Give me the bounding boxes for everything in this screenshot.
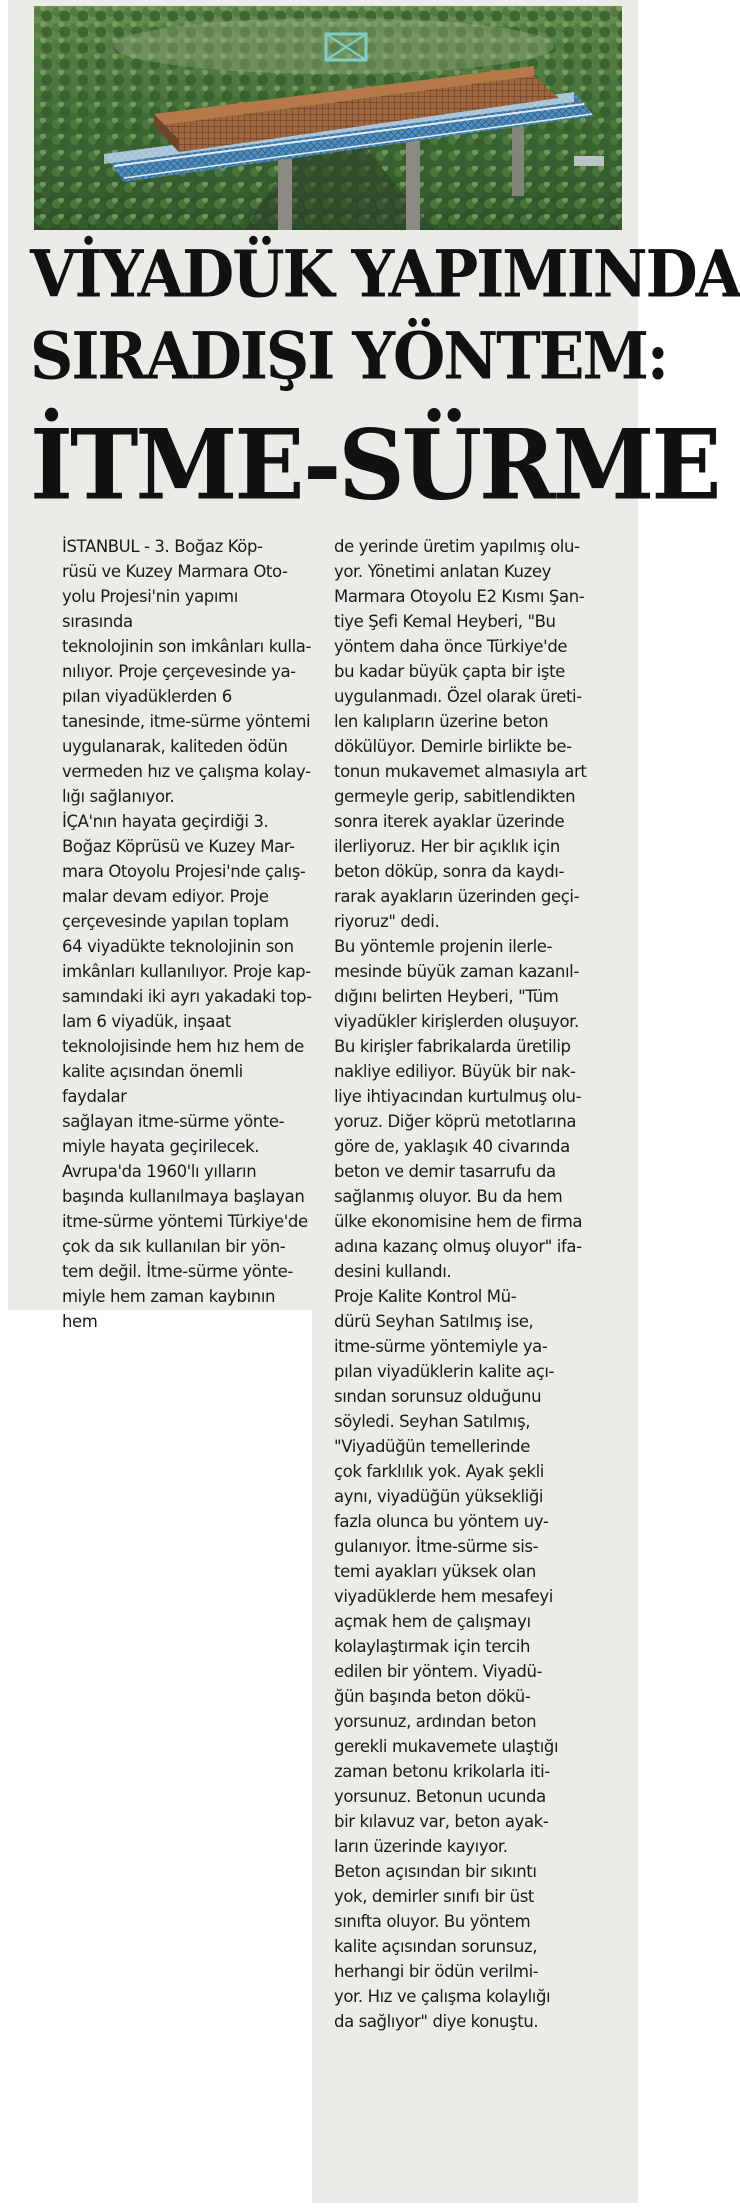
headline-line-1: VİYADÜK YAPIMINDA xyxy=(30,237,740,313)
article-right-column xyxy=(334,534,624,2034)
article-left-column xyxy=(62,534,312,1334)
viaduct-construction-photo xyxy=(34,6,622,230)
left-column-text: İSTANBUL - 3. Boğaz Köp- rüsü ve Kuzey Marmara Oto- yolu Projesi'nin yapımı sırasında teknolojinin son imkânları kulla- nılıyor. Proje çerçevesinde ya- pılan viyadüklerden 6 tanesinde, itme-sürme yöntemi uygulanarak, kaliteden ödün vermeden hız ve çalışma kolay- lığı sağlanıyor. İÇA'nın hayata geçirdiği 3. Boğaz Köprüsü ve Kuzey Mar- mara Otoyolu Projesi'nde çalış- malar devam ediyor. Proje çerçevesinde yapılan toplam 64 viyadükte teknolojinin son imkânları kullanılıyor. Proje kap- samındaki iki ayrı yakadaki top- lam 6 viyadük, inşaat teknolojisinde hem hız hem de kalite açısından önemli faydalar sağlayan itme-sürme yönte- miyle hayata geçirilecek. Avrupa'da 1960'lı yılların başında kullanılmaya başlayan itme-sürme yöntemi Türkiye'de çok da sık kullanılan bir yön- tem değil. İtme-sürme yönte- miyle hem zaman kaybının hem xyxy=(62,537,312,1331)
headline-line-2: SIRADIŞI YÖNTEM: xyxy=(30,319,668,395)
headline-line-3: İTME-SÜRME xyxy=(30,408,719,522)
right-column-text: de yerinde üretim yapılmış olu- yor. Yönetimi anlatan Kuzey Marmara Otoyolu E2 Kısmı Şan- tiye Şefi Kemal Heyberi, "Bu yöntem daha önce Türkiye'de bu kadar büyük çapta bir işte uygulanmadı. Özel olarak üreti- len kalıpların üzerine beton dökülüyor. Demirle birlikte be- tonun mukavemet almasıyla art germeyle gerip, sabitlendikten sonra iterek ayaklar üzerinde ilerliyoruz. Her bir açıklık için beton döküp, sonra da kaydı- rarak ayakların üzerinden geçi- riyoruz" dedi. Bu yöntemle projenin ilerle- mesinde büyük zaman kazanıl- dığını belirten Heyberi, "Tüm viyadükler kirişlerden oluşuyor. Bu kirişler fabrikalarda üretilip nakliye ediliyor. Büyük bir nak- liye ihtiyacından kurtulmuş olu- yoruz. Diğer köprü metotlarına göre de, yaklaşık 40 civarında beton ve demir tasarrufu da sağlanmış oluyor. Bu da hem ülke ekonomisine hem de firma adına kazanç olmuş oluyor" ifa- desini kullandı. Proje Kalite Kontrol Mü- dürü Seyhan Satılmış ise, itme-sürme yöntemiyle ya- pılan viyadüklerin kalite açı- sından sorunsuz olduğunu söyledi. Seyhan Satılmış, "Viyadüğün temellerinde çok farklılık yok. Ayak şekli aynı, viyadüğün yüksekliği fazla olunca bu yöntem uy- gulanıyor. İtme-sürme sis- temi ayakları yüksek olan viyadüklerde hem mesafeyi açmak hem de çalışmayı kolaylaştırmak için tercih edilen bir yöntem. Viyadü- ğün başında beton dökü- yorsunuz, ardından beton gerekli mukavemete ulaştığı zaman betonu krikolarla iti- yorsunuz. Betonun ucunda bir kılavuz var, beton ayak- ların üzerinde kayıyor. Beton açısından bir sıkıntı yok, demirler sınıfı bir üst sınıfta oluyor. Bu yöntem kalite açısından sorunsuz, herhangi bir ödün verilmi- yor. Hız ve çalışma kolaylığı da sağlıyor" diye konuştu. xyxy=(334,537,587,2031)
